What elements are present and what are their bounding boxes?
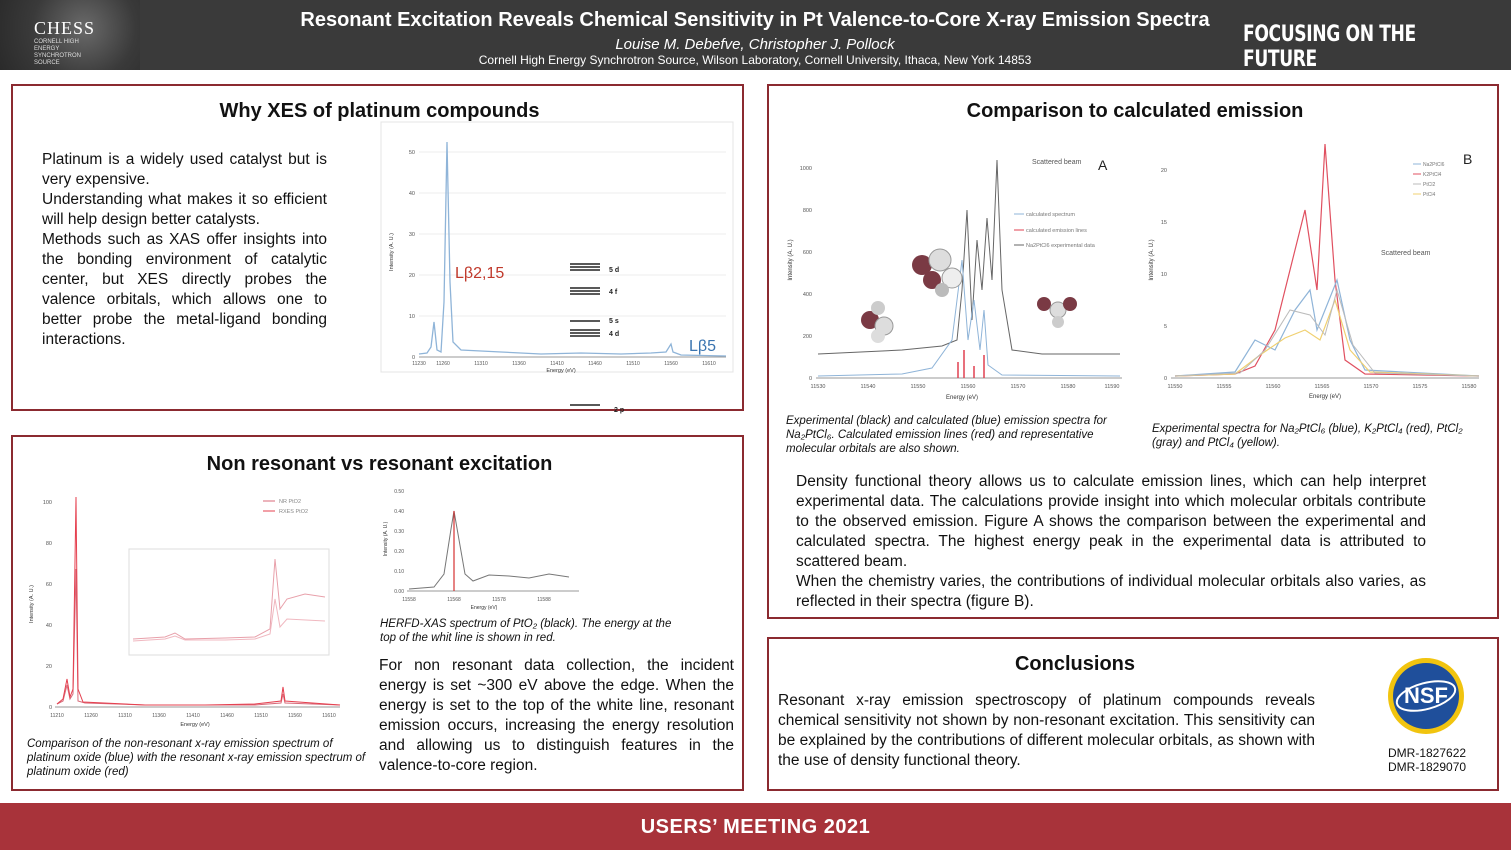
ytick: 0.40 — [394, 509, 404, 515]
ytick: 800 — [802, 208, 812, 214]
nsf-logo — [1386, 656, 1466, 736]
ytick: 0 — [411, 355, 415, 361]
legend-nr: NR PtO2 — [279, 499, 302, 505]
nr-vs-rxes-figure — [25, 489, 355, 735]
annotation-scattered-beam: Scattered beam — [1032, 159, 1082, 166]
ytick: 0 — [1163, 376, 1167, 382]
figure-label-a: A — [1098, 157, 1108, 173]
xtick: 11210 — [50, 713, 64, 719]
why-paragraph-2: Understanding what makes it so efficient will help design better catalysts. — [42, 191, 327, 228]
legend-calc-lines: calculated emission lines — [1026, 228, 1087, 234]
comparison-body — [796, 472, 1426, 612]
x-axis-label: Energy (eV) — [546, 368, 576, 374]
panel-nonresonant — [11, 435, 744, 791]
xtick: 11460 — [220, 713, 234, 719]
xtick: 11510 — [626, 361, 640, 367]
poster-affiliation: Cornell High Energy Synchrotron Source, Wilson Laboratory, Cornell University, Ithaca, New York 14853 — [478, 53, 1032, 67]
logo-subtitle: CORNELL HIGH ENERGY SYNCHROTRON SOURCE — [34, 39, 82, 66]
xtick: 11610 — [322, 713, 336, 719]
level-4d: 4 d — [609, 331, 620, 338]
ytick: 30 — [408, 232, 415, 238]
grant-numbers — [1388, 746, 1466, 774]
xtick: 11260 — [436, 361, 450, 367]
ytick: 80 — [45, 541, 52, 547]
xtick: 11558 — [402, 597, 416, 603]
xtick: 11260 — [84, 713, 98, 719]
footer-text: USERS’ MEETING 2021 — [640, 816, 871, 838]
herfd-xas-figure — [379, 479, 587, 611]
grant-number-2: DMR-1829070 — [1388, 760, 1467, 774]
why-paragraph-3: Methods such as XAS offer insights into the bonding environment of catalytic center, but XES directly probes the valence orbitals, which allows one to better probe the metal-ligand bonding interactions. — [42, 231, 327, 348]
nonres-body: For non resonant data collection, the incident energy is set ~300 eV above the edge. When the energy is set to the top of the white line, resonant emission occurs, increasing the energy resolution and allowing us to distinguish features in the valence-to-core region. — [379, 657, 734, 774]
ytick: 0.10 — [394, 569, 404, 575]
header-banner — [0, 0, 1511, 70]
xtick: 11410 — [550, 361, 564, 367]
ytick: 0 — [48, 705, 52, 711]
caption-herfd: HERFD-XAS spectrum of PtO₂ (black). The energy at the top of the whit line is shown in red. — [380, 618, 672, 644]
level-5s: 5 s — [609, 318, 619, 325]
legend-calc-spectrum: calculated spectrum — [1026, 212, 1075, 218]
panel-comparison — [767, 84, 1499, 619]
why-body — [42, 150, 327, 350]
legend-na2ptcl6: Na2PtCl6 — [1423, 162, 1445, 168]
ytick: 0 — [808, 376, 812, 382]
xtick: 11560 — [960, 384, 976, 390]
figure-label-b: B — [1463, 151, 1473, 167]
xtick: 11550 — [910, 384, 926, 390]
caption-figure-b: Experimental spectra for Na₂PtCl₆ (blue), K₂PtCl₄ (red), PtCl₂ (gray) and PtCl₄ (yellow). — [1152, 423, 1463, 449]
ytick: 40 — [408, 191, 415, 197]
ytick: 20 — [1160, 168, 1167, 174]
ytick: 600 — [802, 250, 812, 256]
xtick: 11560 — [288, 713, 302, 719]
legend-experimental: Na2PtCl6 experimental data — [1026, 243, 1095, 249]
y-axis-label: Intensity (A. U.) — [29, 585, 35, 623]
level-5d: 5 d — [609, 267, 620, 274]
chess-logo — [0, 0, 140, 70]
xtick: 11360 — [152, 713, 166, 719]
ytick: 15 — [1160, 220, 1167, 226]
figure-a — [782, 140, 1127, 412]
x-axis-label: Energy (eV) — [180, 722, 210, 728]
xtick: 11565 — [1314, 384, 1330, 390]
legend-ptcl2: PtCl2 — [1423, 182, 1436, 188]
ytick: 50 — [408, 150, 415, 156]
x-axis-label: Energy (eV) — [1308, 394, 1342, 400]
y-axis-label: Intensity (A. U.) — [389, 233, 395, 271]
xtick: 11578 — [492, 597, 506, 603]
ytick: 200 — [802, 334, 812, 340]
y-axis-label: Intensity (A. U.) — [383, 521, 389, 557]
peak-label-lb215: Lβ2,15 — [455, 265, 505, 282]
ytick: 100 — [42, 500, 52, 506]
xtick: 11570 — [1010, 384, 1026, 390]
legend-rxes: RXES PtO2 — [279, 509, 309, 515]
ytick: 0.50 — [394, 489, 404, 495]
xtick: 11568 — [447, 597, 461, 603]
ytick: 40 — [45, 623, 52, 629]
why-paragraph-1: Platinum is a widely used catalyst but is very expensive. — [42, 151, 327, 188]
comparison-paragraph-2: When the chemistry varies, the contributions of individual molecular orbitals also varies, as reflected in their spectra (figure B). — [796, 573, 1426, 610]
xtick: 11555 — [1216, 384, 1232, 390]
xtick: 11230 — [412, 361, 426, 367]
legend-k2ptcl4: K2PtCl4 — [1423, 172, 1442, 178]
panel-why-xes — [11, 84, 744, 414]
xtick: 11570 — [1363, 384, 1379, 390]
xtick: 11550 — [1167, 384, 1183, 390]
peak-label-lb5: Lβ5 — [689, 338, 716, 355]
xtick: 11540 — [860, 384, 876, 390]
ytick: 20 — [408, 273, 415, 279]
panel-title-conclusions: Conclusions — [1014, 653, 1135, 675]
xtick: 11460 — [588, 361, 602, 367]
y-axis-label: Intensity (A. U.) — [788, 239, 794, 281]
xtick: 11510 — [254, 713, 268, 719]
poster-authors: Louise M. Debefve, Christopher J. Pollock — [615, 36, 895, 53]
x-axis-label: Energy (eV) — [470, 605, 498, 611]
xtick: 11310 — [474, 361, 488, 367]
conclusions-body: Resonant x-ray emission spectroscopy of platinum compounds reveals chemical sensitivity not shown by non-resonant excitation. This sensitivity can be explained by the contributions of different molecular orbitals, as shown with the use of density functional theory. — [778, 692, 1315, 769]
figure-b — [1145, 140, 1485, 402]
nsf-logo-text: NSF — [1404, 683, 1448, 708]
caption-figure-a: Experimental (black) and calculated (blue) emission spectra for Na₂PtCl₆. Calculated emission lines (red) and representative molecular orbitals are also shown. — [786, 415, 1107, 455]
ytick: 10 — [1160, 272, 1167, 278]
ytick: 0.20 — [394, 549, 404, 555]
tagline: FOCUSING ON THE FUTURE — [1243, 22, 1416, 72]
annotation-scattered-beam: Scattered beam — [1381, 250, 1431, 257]
y-axis-label: Intensity (A. U.) — [1149, 239, 1155, 281]
level-4f: 4 f — [609, 289, 618, 296]
ytick: 10 — [408, 314, 415, 320]
level-2p: 2 p — [614, 407, 625, 414]
ytick: 0.30 — [394, 529, 404, 535]
logo-text: CHESS — [34, 18, 96, 38]
grant-number-1: DMR-1827622 — [1388, 746, 1467, 760]
xtick: 11530 — [810, 384, 826, 390]
xtick: 11580 — [1461, 384, 1477, 390]
poster-title: Resonant Excitation Reveals Chemical Sensitivity in Pt Valence-to-Core X-ray Emission Spectra — [300, 9, 1210, 31]
xtick: 11575 — [1412, 384, 1428, 390]
xtick: 11410 — [186, 713, 200, 719]
panel-title-nonres: Non resonant vs resonant excitation — [206, 453, 553, 475]
xtick: 11310 — [118, 713, 132, 719]
pt-oxide-xes-figure — [381, 122, 733, 414]
xtick: 11560 — [664, 361, 678, 367]
legend-ptcl4: PtCl4 — [1423, 192, 1436, 198]
panel-title-why: Why XES of platinum compounds — [219, 100, 540, 122]
xtick: 11610 — [702, 361, 716, 367]
ytick: 5 — [1163, 324, 1167, 330]
ytick: 20 — [45, 664, 52, 670]
panel-title-comparison: Comparison to calculated emission — [966, 100, 1304, 122]
xtick: 11360 — [512, 361, 526, 367]
xtick: 11588 — [537, 597, 551, 603]
xtick: 11590 — [1104, 384, 1120, 390]
caption-nr-vs-rxes: Comparison of the non-resonant x-ray emission spectrum of platinum oxide (blue) with the resonant x-ray emission spectrum of platinum oxide (red) — [27, 738, 366, 778]
x-axis-label: Energy (eV) — [945, 395, 979, 401]
ytick: 60 — [45, 582, 52, 588]
ytick: 1000 — [799, 166, 812, 172]
footer-banner — [0, 803, 1511, 850]
ytick: 400 — [802, 292, 812, 298]
xtick: 11580 — [1060, 384, 1076, 390]
xtick: 11560 — [1265, 384, 1281, 390]
comparison-paragraph-1: Density functional theory allows us to calculate emission lines, which can help interpret experimental data. The calculations provide insight into which molecular orbitals contribute to the observed emission. Figure A shows the comparison between the experimental and calculated spectra. The highest energy peak in the experimental data is attributed to scattered beam. — [796, 473, 1426, 570]
ytick: 0.00 — [394, 589, 404, 595]
